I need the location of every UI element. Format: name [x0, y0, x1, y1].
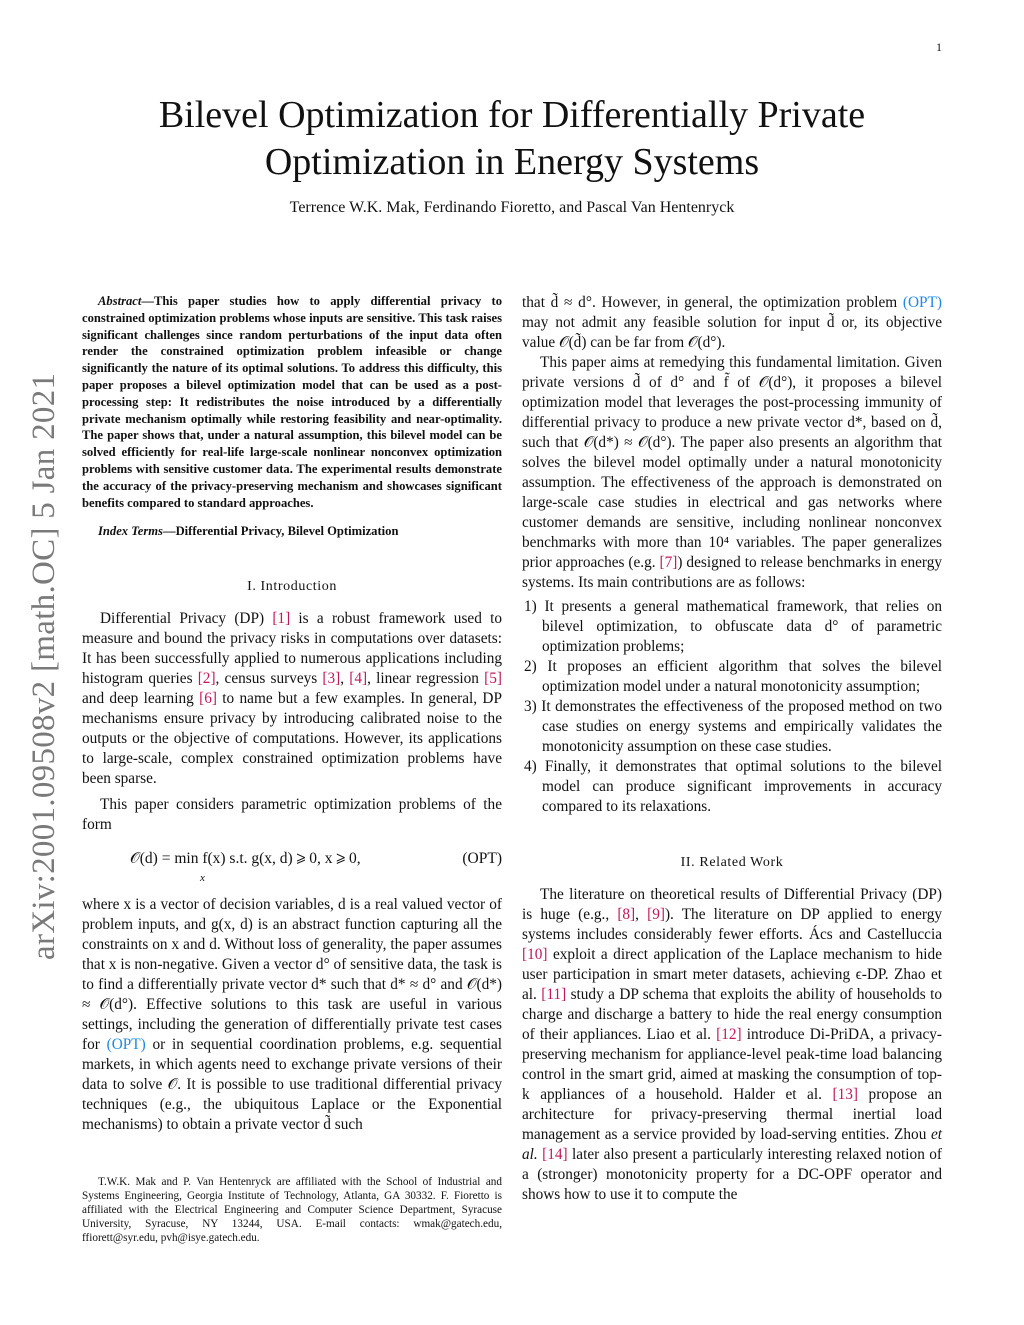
right-paragraph-2: This paper aims at remedying this fundamental limitation. Given private versions d̃ of d° and f̃ of 𝒪(d°), it proposes a bilevel optimization model that leverages the post-processing immunity of differential privacy to produce a new private vector d*, based on d̃, such that 𝒪(d*) ≈ 𝒪(d°). The paper also presents an algorithm that solves the bilevel model optimally under a natural monotonicity assumption. The effectiveness of the approach is demonstrated on large-scale case studies in electrical and gas networks where customer demands are sensitive, including nonlinear nonconvex benchmarks with more than 10⁴ variables. The paper generalizes prior approaches (e.g. [7]) designed to release benchmarks in energy systems. Its main contributions are as follows: [522, 354, 943, 591]
equation-opt [82, 847, 502, 887]
intro-paragraph-3: where x is a vector of decision variables, d is a real valued vector of problem inputs, and g(x, d) is an abstract function capturing all the constraints on x and d. Without loss of generality, the paper assumes that x is non-negative. Given a vector d° of sensitive data, the task is to find a differentially private vector d* such that d* ≈ d° and 𝒪(d*) ≈ 𝒪(d°). Effective solutions to this task are useful in various settings, including the generation of differentially private test cases for (OPT) or in sequential coordination problems, e.g. sequential markets, in which agents need to exchange private versions of their data to solve 𝒪. It is possible to use traditional differential privacy techniques (e.g., the ubiquitous Laplace or the Exponential mechanisms) to obtain a private vector d̃ such [82, 896, 502, 1134]
paper-title: Bilevel Optimization for Differentially Private Optimization in Energy Systems [158, 94, 866, 183]
paper-authors: Terrence W.K. Mak, Ferdinando Fioretto, and Pascal Van Hentenryck [289, 199, 735, 216]
intro-paragraph-2: This paper considers parametric optimization problems of the form [82, 796, 502, 834]
arxiv-stamp: arXiv:2001.09508v2 [math.OC] 5 Jan 2021 [26, 372, 62, 960]
page-number: 1 [936, 40, 942, 54]
list-item: 2) It proposes an efficient algorithm that solves the bilevel optimization model under a natural monotonicity assumption; [524, 658, 942, 695]
list-item: 1) It presents a general mathematical framework, that relies on bilevel optimization, to obfuscate data d° of parametric optimization problems; [524, 598, 942, 655]
citation-link[interactable]: [10] [522, 946, 548, 963]
intro-paragraph-1: Differential Privacy (DP) [1] is a robust framework used to measure and bound the privacy risks in computations over datasets: It has been successfully applied to numerous applications including histogram queries [2], census surveys [3], [4], linear regression [5] and deep learning [6] to name but a few examples. In general, DP mechanisms ensure privacy by introducing calibrated noise to the outputs or the objective of computations. However, its applications to large-scale, complex constrained optimization problems have been sparse. [82, 610, 502, 788]
index-terms-text: Differential Privacy, Bilevel Optimization [175, 524, 399, 539]
equation-reference-link[interactable]: (OPT) [106, 1036, 146, 1054]
citation-link[interactable]: [13] [832, 1086, 858, 1103]
index-terms-label: Index Terms [98, 524, 163, 539]
citation-link[interactable]: [6] [199, 690, 217, 708]
right-paragraph-1: that d̃ ≈ d°. However, in general, the optimization problem (OPT) may not admit any feasible solution for input d̃ or, its objective value 𝒪(d̃) can be far from 𝒪(d°). [522, 294, 942, 351]
index-terms: Index Terms—Differential Privacy, Bilevel Optimization [98, 524, 399, 539]
list-item: 4) Finally, it demonstrates that optimal solutions to the bilevel model can produce significant improvements in accuracy compared to its relaxations. [524, 758, 942, 815]
section-heading-related-work: II. Related Work [680, 855, 784, 870]
citation-link[interactable]: [14] [542, 1146, 568, 1163]
author-affiliation-footnote: T.W.K. Mak and P. Van Hentenryck are affiliated with the School of Industrial and Systems Engineering, Georgia Institute of Technology, Atlanta, GA 30332. F. Fioretto is affiliated with the Electrical Engineering and Computer Science Department, Syracuse University, Syracuse, NY 13244, USA. E-mail contacts: wmak@gatech.edu, ffiorett@syr.edu, pvh@isye.gatech.edu. [82, 1176, 502, 1244]
related-paragraph-1: The literature on theoretical results of Differential Privacy (DP) is huge (e.g., [8], [9]). The literature on DP applied to energy systems includes considerably fewer efforts. Ács and Castelluccia [10] exploit a direct application of the Laplace mechanism to hide user participation in smart meter datasets, achieving ϵ-DP. Zhao et al. [11] study a DP schema that exploits the ability of households to charge and discharge a battery to hide the real energy consumption of their appliances. Liao et al. [12] introduce Di-PriDA, a privacy-preserving mechanism for appliance-level peak-time load balancing control in the smart grid, aimed at masking the consumption of top-k appliances of a household. Halder et al. [13] propose an architecture for privacy-preserving thermal inertial load management as a service provided by load-serving entities. Zhou et al. [14] later also present a particularly interesting relaxed notion of a (stronger) monotonicity property for a DC-OPF operator and shows how to use it to compute the [522, 886, 942, 1203]
citation-link[interactable]: [2] [197, 670, 216, 688]
contribution-list [522, 597, 942, 817]
citation-link[interactable]: [9] [647, 906, 665, 923]
list-item: 3) It demonstrates the effectiveness of the proposed method on two case studies on energy systems and empirically validates the monotonicity assumption on these case studies. [524, 698, 942, 755]
abstract-label: Abstract [98, 294, 142, 308]
equation-reference-link[interactable]: (OPT) [902, 294, 942, 311]
equation-subscript: x [200, 872, 205, 885]
abstract: Abstract—This paper studies how to apply differential privacy to constrained optimization problems whose inputs are sensitive. This task raises significant challenges since random perturbations of the input data often render the constrained optimization problem infeasible or change significantly the nature of its optimal solutions. To address this difficulty, this paper proposes a bilevel optimization model that can be used as a post-processing step: It redistributes the noise introduced by a differentially private mechanism optimally while restoring feasibility and near-optimality. The paper shows that, under a natural assumption, this bilevel model can be solved efficiently for real-life large-scale nonlinear nonconvex optimization problems with sensitive customer data. The experimental results demonstrate the accuracy of the privacy-preserving mechanism and showcases significant benefits compared to standard approaches. [82, 294, 502, 510]
equation-body: 𝒪(d) = min f(x) s.t. g(x, d) ⩾ 0, x ⩾ 0, [130, 850, 361, 868]
citation-link[interactable]: [8] [617, 906, 636, 923]
abstract-text: This paper studies how to apply differential privacy to constrained optimization problems whose inputs are sensitive. This task raises significant challenges since random perturbations of the input data often render the constrained optimization problem infeasible or change significantly the nature of its optimal solutions. To address this difficulty, this paper proposes a bilevel optimization model that can be used as a post-processing step: It redistributes the noise introduced by a differentially private mechanism optimally while restoring feasibility and near-optimality. The paper shows that, under a natural assumption, this bilevel model can be solved efficiently for real-life large-scale nonlinear nonconvex optimization problems with sensitive customer data. The experimental results demonstrate the accuracy of the privacy-preserving mechanism and showcases significant benefits compared to standard approaches. [82, 294, 502, 510]
citation-link[interactable]: [3] [322, 670, 341, 688]
citation-link[interactable]: [5] [484, 670, 502, 688]
citation-link[interactable]: [4] [349, 670, 368, 688]
right-column [522, 293, 942, 1205]
citation-link[interactable]: [1] [272, 610, 291, 628]
citation-link[interactable]: [11] [541, 986, 567, 1003]
citation-link[interactable]: [12] [716, 1026, 742, 1043]
equation-tag: (OPT) [462, 850, 502, 868]
citation-link[interactable]: [7] [659, 554, 678, 571]
section-heading-introduction: I. Introduction [247, 579, 337, 595]
left-column [82, 293, 502, 1135]
